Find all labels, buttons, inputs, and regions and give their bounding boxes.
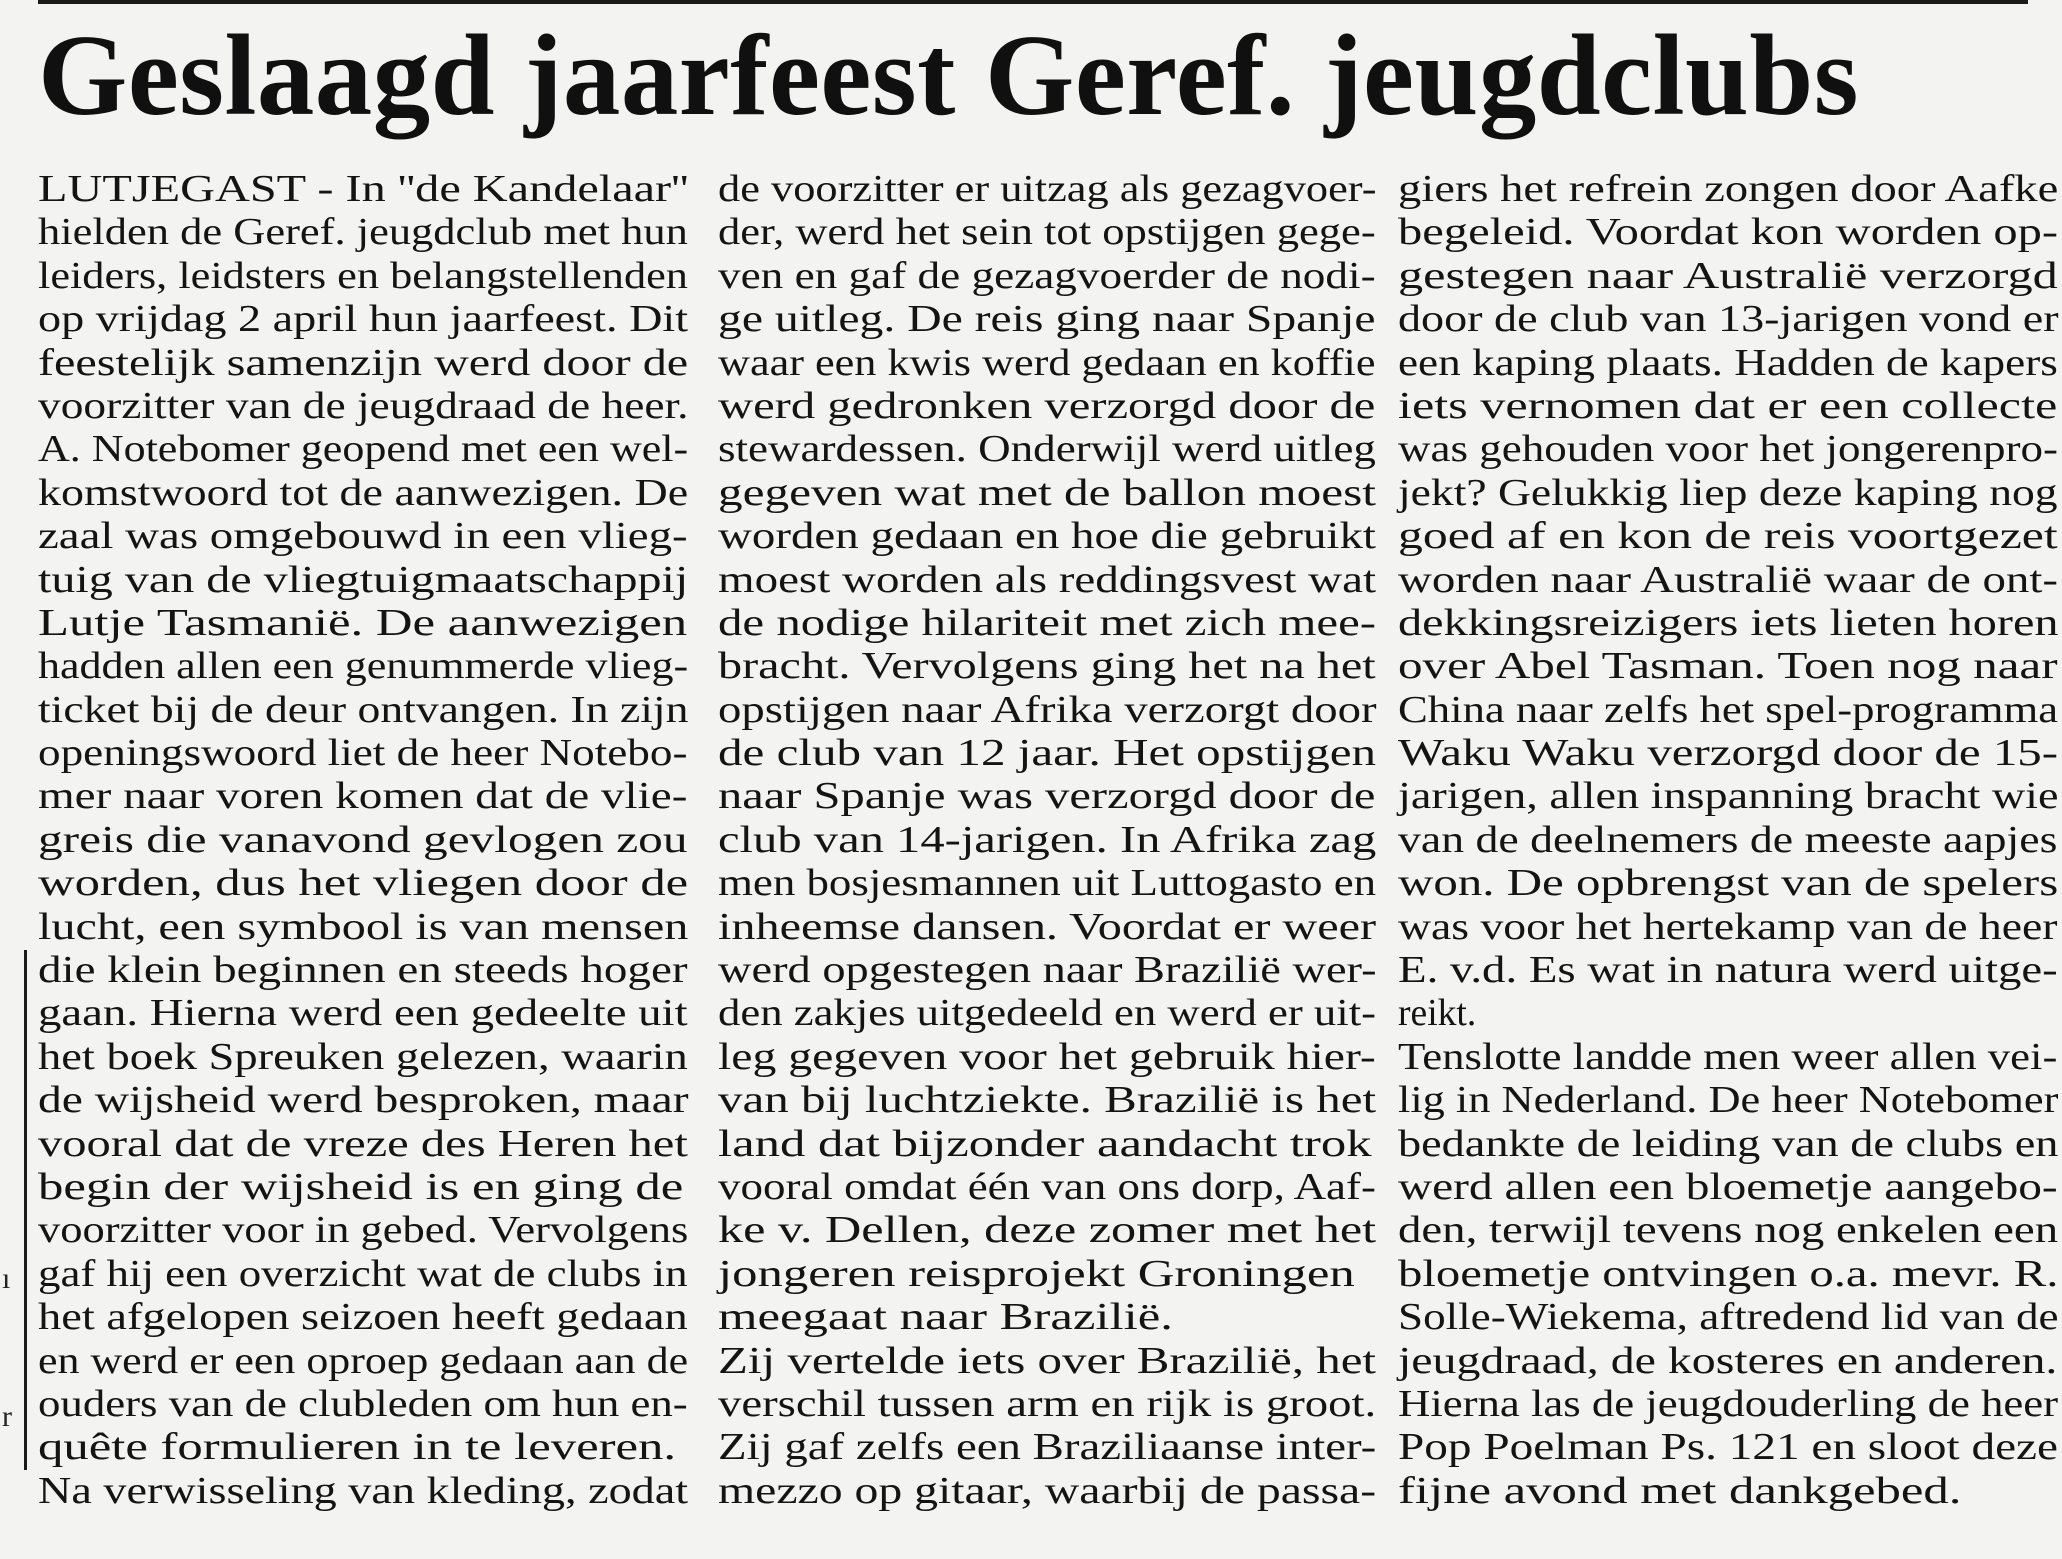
article-text-line: was voor het hertekamp van de heer (1398, 906, 2058, 948)
article-text-line: werd allen een bloemetje aangebo- (1398, 1166, 2058, 1208)
article-text-line: ven en gaf de gezagvoerder de nodi- (718, 255, 1376, 297)
article-text-line: Solle-Wiekema, aftredend lid van de (1398, 1297, 2059, 1339)
article-text-line: won. De opbrengst van de spelers (1398, 863, 2059, 905)
article-text-line: zaal was omgebouwd in een vlieg- (38, 516, 688, 558)
article-text-line: van bij luchtziekte. Brazilië is het (718, 1080, 1377, 1122)
article-text-line: moest worden als reddingsvest wat (718, 559, 1377, 601)
article-text-line: gegeven wat met de ballon moest (718, 472, 1376, 514)
article-text-line: ouders van de clubleden om hun en- (38, 1383, 688, 1425)
article-text-line: naar Spanje was verzorgd door de (718, 776, 1376, 818)
article-text-line: ge uitleg. De reis ging naar Spanje (718, 299, 1376, 341)
article-text-line: gestegen naar Australië verzorgd (1398, 255, 2058, 297)
article-text-line: mer naar voren komen dat de vlie- (38, 776, 688, 818)
article-text-line: quête formulieren in te leveren. (38, 1427, 677, 1469)
article-text-line: Na verwisseling van kleding, zodat (38, 1470, 689, 1512)
article-text-line: worden, dus het vliegen door de (38, 863, 689, 905)
article-text-line: LUTJEGAST - In ''de Kandelaar'' (38, 169, 689, 210)
article-text-line: Zij vertelde iets over Brazilië, het (718, 1340, 1377, 1382)
article-text-line: Zij gaf zelfs een Braziliaanse inter- (718, 1427, 1377, 1469)
article-text-line: voorzitter van de jeugdraad de heer. (38, 385, 689, 427)
article-text-line: E. v.d. Es wat in natura werd uitge- (1398, 950, 2058, 992)
article-text-line: Lutje Tasmanië. De aanwezigen (38, 602, 688, 644)
article-text-line: begin der wijsheid is en ging de (38, 1166, 684, 1208)
article-text-line: van de deelnemers de meeste aapjes (1398, 819, 2058, 861)
article-text-line: A. Notebomer geopend met een wel- (38, 429, 689, 471)
article-text-line: waar een kwis werd gedaan en koffie (718, 342, 1376, 384)
article-text-line: worden gedaan en hoe die gebruikt (718, 516, 1376, 558)
article-text-line: vooral omdat één van ons dorp, Aaf- (718, 1166, 1376, 1208)
article-text-line: verschil tussen arm en rijk is groot. (718, 1383, 1377, 1425)
article-text-line: stewardessen. Onderwijl werd uitleg (718, 429, 1376, 471)
article-text-line: den zakjes uitgedeeld en werd er uit- (718, 993, 1377, 1035)
article-text-line: jongeren reisprojekt Groningen (718, 1253, 1355, 1295)
article-text-line: leg gegeven voor het gebruik hier- (718, 1036, 1376, 1078)
article-text-line: der, werd het sein tot opstijgen gege- (718, 212, 1376, 254)
article-text-line: het boek Spreuken gelezen, waarin (38, 1036, 688, 1078)
article-text-line: door de club van 13-jarigen vond er (1398, 299, 2059, 341)
margin-fragment: ı (2, 1262, 11, 1295)
article-text-line: lucht, een symbool is van mensen (38, 906, 689, 948)
article-text-line: een kaping plaats. Hadden de kapers (1398, 342, 2058, 384)
article-text-line: gaf hij een overzicht wat de clubs in (38, 1253, 688, 1295)
article-text-line: fijne avond met dankgebed. (1398, 1470, 1962, 1512)
article-text-line: Waku Waku verzorgd door de 15- (1398, 733, 2059, 775)
article-text-line: openingswoord liet de heer Notebo- (38, 733, 688, 775)
article-text-line: tuig van de vliegtuigmaatschappij (38, 559, 689, 601)
article-text-line: den, terwijl tevens nog enkelen een (1398, 1210, 2059, 1252)
article-text-line: de voorzitter er uitzag als gezagvoer- (718, 169, 1377, 210)
article-text-line: jeugdraad, de kosteres en anderen. (1398, 1340, 2058, 1382)
article-text-line: die klein beginnen en steeds hoger (38, 950, 688, 992)
article-text-line: China naar zelfs het spel-programma (1398, 689, 2059, 731)
article-text-line: bracht. Vervolgens ging het na het (718, 646, 1376, 688)
article-text-line: Pop Poelman Ps. 121 en sloot deze (1398, 1427, 2058, 1469)
article-text-line: gaan. Hierna werd een gedeelte uit (38, 993, 688, 1035)
article-text-line: ticket bij de deur ontvangen. In zijn (38, 689, 689, 731)
article-text-line: inheemse dansen. Voordat er weer (718, 906, 1377, 948)
article-text-line: werd gedronken verzorgd door de (718, 385, 1376, 427)
article-text-line: jekt? Gelukkig liep deze kaping nog (1398, 472, 2058, 514)
top-rule (38, 0, 2028, 4)
article-column-3 (1398, 168, 2058, 1513)
article-text-line: komstwoord tot de aanwezigen. De (38, 472, 689, 514)
article-text-line: het afgelopen seizoen heeft gedaan (38, 1297, 688, 1339)
article-text-line: worden naar Australië waar de ont- (1398, 559, 2058, 601)
article-text-line: de wijsheid werd besproken, maar (38, 1080, 689, 1122)
article-text-line: lig in Nederland. De heer Notebomer (1398, 1080, 2059, 1122)
article-text-line: en werd er een oproep gedaan aan de (38, 1340, 689, 1382)
article-text-line: bloemetje ontvingen o.a. mevr. R. (1398, 1253, 2059, 1295)
article-text-line: iets vernomen dat er een collecte (1398, 385, 2058, 427)
article-text-line: dekkingsreizigers iets lieten horen (1398, 602, 2059, 644)
article-text-line: de nodige hilariteit met zich mee- (718, 602, 1377, 644)
article-text-line: hielden de Geref. jeugdclub met hun (38, 212, 688, 254)
article-text-line: over Abel Tasman. Toen nog naar (1398, 646, 2058, 688)
article-text-line: hadden allen een genummerde vlieg- (38, 646, 689, 688)
article-text-line: Tenslotte landde men weer allen vei- (1398, 1036, 2058, 1078)
article-text-line: opstijgen naar Afrika verzorgt door (718, 689, 1377, 731)
article-text-line: jarigen, allen inspanning bracht wie (1398, 776, 2059, 818)
article-text-line: ke v. Dellen, deze zomer met het (718, 1210, 1377, 1252)
article-text-line: de club van 12 jaar. Het opstijgen (718, 733, 1377, 775)
article-text-line: reikt. (1398, 993, 1477, 1035)
article-text-line: mezzo op gitaar, waarbij de passa- (718, 1470, 1377, 1512)
article-text-line: voorzitter voor in gebed. Vervolgens (38, 1210, 689, 1252)
article-column-1 (38, 168, 688, 1513)
article-text-line: club van 14-jarigen. In Afrika zag (718, 819, 1377, 861)
article-column-2 (718, 168, 1376, 1513)
article-text-line: meegaat naar Brazilië. (718, 1297, 1173, 1339)
article-text-line: vooral dat de vreze des Heren het (38, 1123, 688, 1165)
article-text-line: land dat bijzonder aandacht trok (718, 1123, 1372, 1165)
left-edge-rule (24, 950, 27, 1470)
article-text-line: was gehouden voor het jongerenpro- (1398, 429, 2058, 471)
article-headline: Geslaagd jaarfeest Geref. jeugdclubs (38, 12, 1859, 140)
article-text-line: feestelijk samenzijn werd door de (38, 342, 689, 384)
article-text-line: greis die vanavond gevlogen zou (38, 819, 688, 861)
article-text-line: werd opgestegen naar Brazilië wer- (718, 950, 1377, 992)
article-text-line: Hierna las de jeugdouderling de heer (1398, 1383, 2059, 1425)
article-text-line: bedankte de leiding van de clubs en (1398, 1123, 2059, 1165)
article-text-line: men bosjesmannen uit Luttogasto en (718, 863, 1377, 905)
margin-fragment: r (2, 1400, 12, 1433)
article-text-line: op vrijdag 2 april hun jaarfeest. Dit (38, 299, 689, 341)
article-text-line: giers het refrein zongen door Aafke (1398, 169, 2059, 210)
article-text-line: begeleid. Voordat kon worden op- (1398, 212, 2059, 254)
article-text-line: goed af en kon de reis voortgezet (1398, 516, 2058, 558)
article-text-line: leiders, leidsters en belangstellenden (38, 255, 688, 297)
